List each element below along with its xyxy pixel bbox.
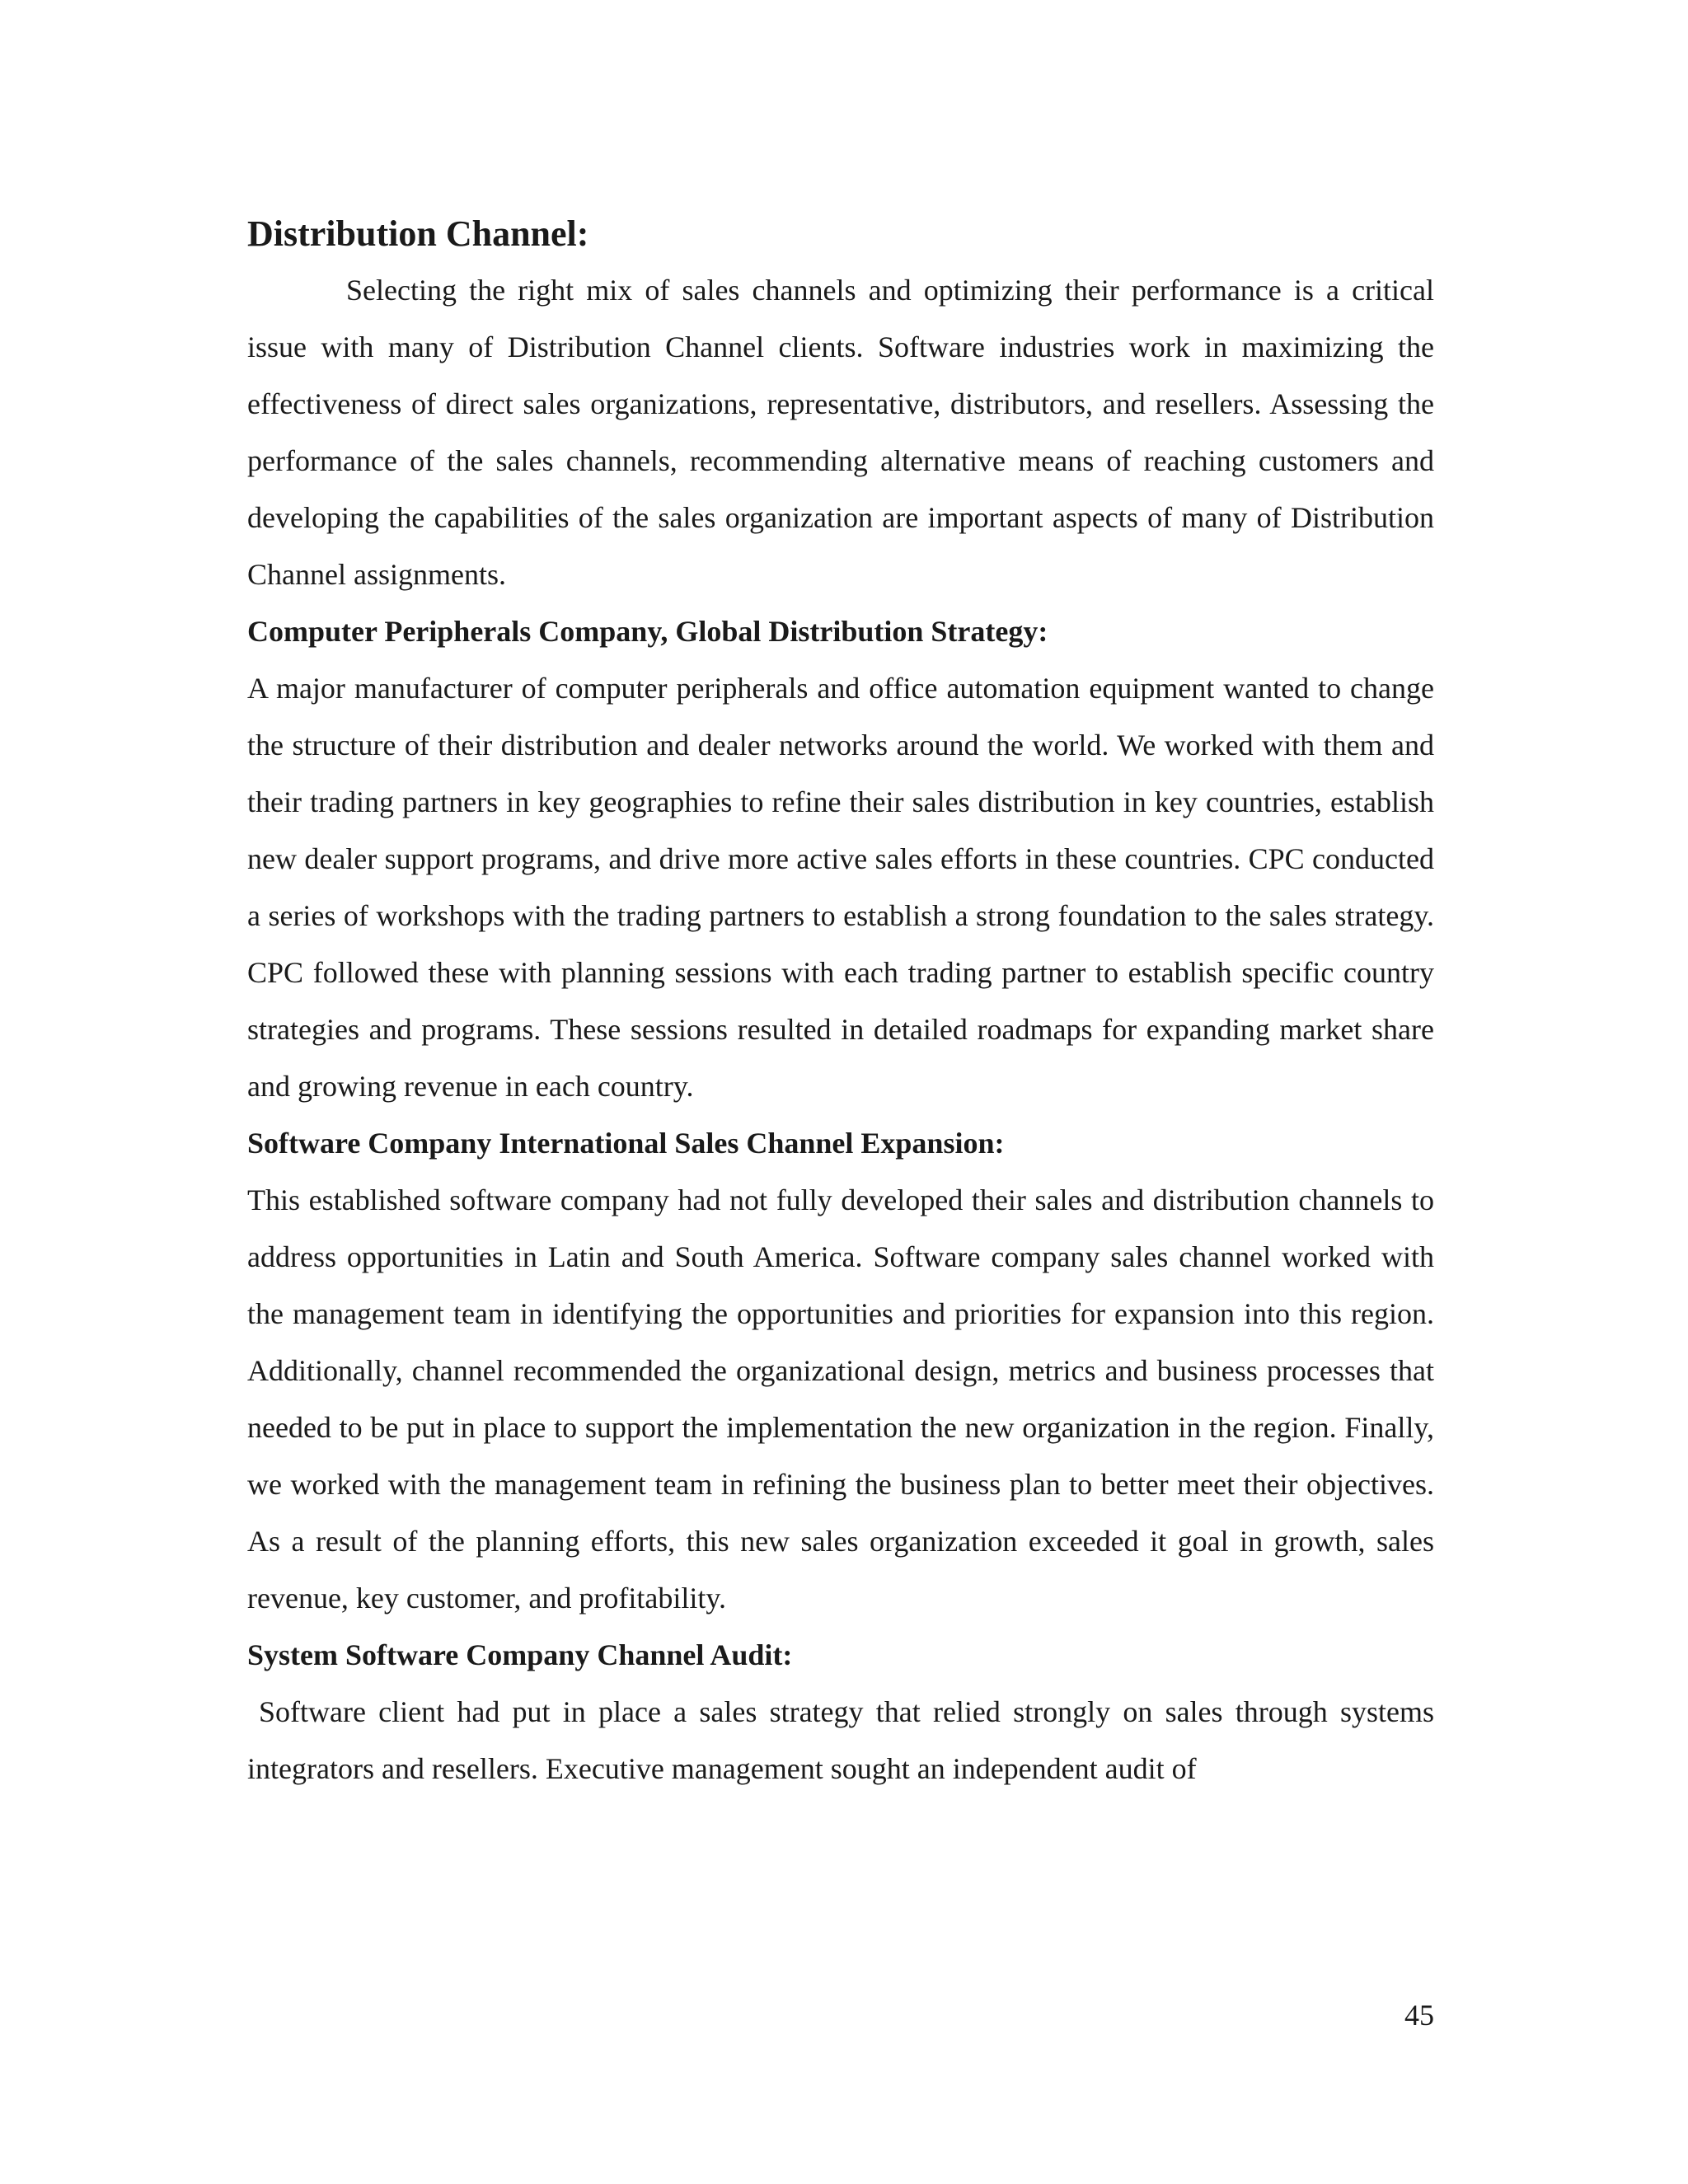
document-page (247, 206, 1434, 1797)
section-body-software-expansion: This established software company had not fully developed their sales and distribution channels to address opportunities in Latin and South America. Software company sales channel worked with the management team in identifying the opportunities and priorities for expansion into this region. Additionally, channel recommended the organizational design, metrics and business processes that needed to be put in place to support the implementation the new organization in the region. Finally, we worked with the management team in refining the business plan to better meet their objectives. As a result of the planning efforts, this new sales organization exceeded it goal in growth, sales revenue, key customer, and profitability. (247, 1183, 1434, 1615)
section-heading-cpc: Computer Peripherals Company, Global Distribution Strategy: (247, 615, 1048, 648)
section-heading-software-expansion: Software Company International Sales Channel Expansion: (247, 1127, 1005, 1160)
section-body-channel-audit: Software client had put in place a sales strategy that relied strongly on sales through systems integrators and resellers. Executive management sought an independent audit of (247, 1695, 1434, 1785)
page-title: Distribution Channel: (247, 213, 589, 254)
section-heading-channel-audit: System Software Company Channel Audit: (247, 1638, 793, 1671)
intro-paragraph: Selecting the right mix of sales channels and optimizing their performance is a critical issue with many of Distribution Channel clients. Software industries work in maximizing the effectiveness of direct sales organizations, representative, distributors, and resellers. Assessing the performance of the sales channels, recommending alternative means of reaching customers and developing the capabilities of the sales organization are important aspects of many of Distribution Channel assignments. (247, 274, 1434, 591)
section-body-cpc: A major manufacturer of computer peripherals and office automation equipment wanted to change the structure of their distribution and dealer networks around the world. We worked with them and their trading partners in key geographies to refine their sales distribution in key countries, establish new dealer support programs, and drive more active sales efforts in these countries. CPC conducted a series of workshops with the trading partners to establish a strong foundation to the sales strategy. CPC followed these with planning sessions with each trading partner to establish specific country strategies and programs. These sessions resulted in detailed roadmaps for expanding market share and growing revenue in each country. (247, 672, 1434, 1103)
page-number: 45 (1404, 1999, 1434, 2032)
